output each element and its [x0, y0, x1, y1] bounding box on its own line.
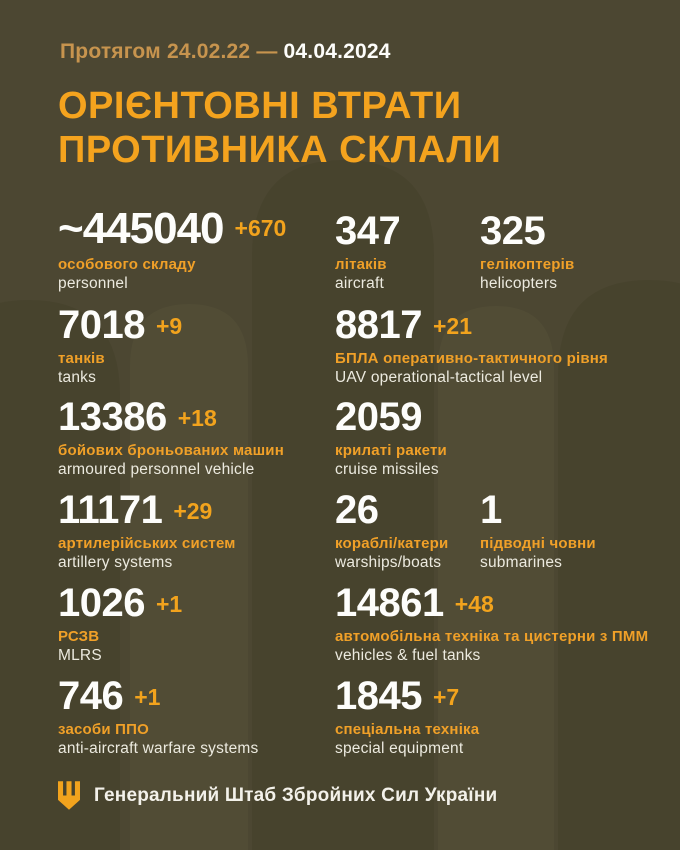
stat-personnel	[58, 206, 286, 293]
stat-label-en: helicopters	[480, 275, 558, 292]
stat-label-en: aircraft	[335, 275, 384, 292]
stat-label-uk: танків	[58, 350, 105, 367]
stat-tanks	[58, 304, 182, 387]
stat-label-en: cruise missiles	[335, 461, 439, 478]
page-title	[58, 84, 501, 172]
stat-label-uk: автомобільна техніка та цистерни з ПММ	[335, 628, 649, 645]
stat-delta: +7	[432, 684, 460, 710]
stat-label-uk: літаків	[335, 256, 387, 273]
stat-delta: +1	[155, 591, 183, 617]
stat-label-uk: особового складу	[58, 256, 196, 274]
stat-label-en: warships/boats	[335, 554, 442, 571]
stat-label-uk: РСЗВ	[58, 628, 100, 645]
stat-label-en: vehicles & fuel tanks	[335, 647, 481, 664]
stat-label-uk: БПЛА оперативно-тактичного рівня	[335, 350, 609, 367]
stat-value: 1845	[335, 674, 422, 718]
stat-mlrs	[58, 582, 182, 665]
stat-value: 1	[480, 488, 502, 532]
stat-delta: +670	[234, 215, 287, 241]
stat-label-en: artillery systems	[58, 554, 173, 571]
footer	[58, 781, 497, 810]
stat-uav	[335, 304, 608, 387]
stat-label-uk: засоби ППО	[58, 721, 149, 738]
stat-value: 7018	[58, 303, 145, 347]
period-label: Протягом 24.02.22 —	[60, 40, 278, 63]
title-line-1: ОРІЄНТОВНІ ВТРАТИ	[58, 85, 462, 127]
stat-value: 1026	[58, 581, 145, 625]
stat-value: 347	[335, 209, 401, 253]
stat-warships	[335, 489, 448, 572]
stat-value: 26	[335, 488, 379, 532]
stat-label-uk: кораблі/катери	[335, 535, 449, 552]
stat-vehicles-fuel	[335, 582, 648, 665]
stat-aircraft	[335, 210, 411, 293]
stat-value: 11171	[58, 488, 163, 532]
stat-delta: +18	[177, 405, 217, 431]
stat-label-en: armoured personnel vehicle	[58, 461, 255, 478]
stat-delta: +21	[432, 313, 472, 339]
stat-anti-aircraft	[58, 675, 258, 758]
stat-label-en: anti-aircraft warfare systems	[58, 740, 259, 757]
stat-cruise-missiles	[335, 396, 447, 479]
stat-value: ~445040	[58, 204, 224, 253]
date-range	[60, 40, 391, 64]
stat-special-equipment	[335, 675, 479, 758]
stat-label-en: special equipment	[335, 740, 464, 757]
stat-label-en: tanks	[58, 369, 97, 386]
stat-label-uk: крилаті ракети	[335, 442, 447, 459]
stat-label-uk: гелікоптерів	[480, 256, 575, 273]
stat-label-uk: підводні човни	[480, 535, 596, 552]
stat-helicopters	[480, 210, 574, 293]
stat-delta: +48	[454, 591, 494, 617]
stat-delta: +29	[173, 498, 213, 524]
stat-submarines	[480, 489, 596, 572]
stat-value: 2059	[335, 395, 422, 439]
title-line-2: ПРОТИВНИКА СКЛАЛИ	[58, 129, 502, 172]
stat-label-en: MLRS	[58, 647, 102, 664]
stat-value: 13386	[58, 395, 167, 439]
stat-label-uk: бойових броньованих машин	[58, 442, 284, 459]
stat-value: 8817	[335, 303, 422, 347]
report-date: 04.04.2024	[283, 40, 391, 63]
stat-value: 325	[480, 209, 546, 253]
trident-icon	[58, 781, 80, 810]
stat-delta: +1	[134, 684, 161, 710]
stat-label-en: personnel	[58, 275, 128, 293]
stat-label-en: UAV operational-tactical level	[335, 369, 543, 386]
stat-label-en: submarines	[480, 554, 563, 571]
footer-org-name: Генеральний Штаб Збройних Сил України	[94, 784, 498, 806]
stat-armoured-vehicles	[58, 396, 284, 479]
stat-delta: +9	[155, 313, 183, 339]
stat-label-uk: артилерійських систем	[58, 535, 236, 552]
stat-artillery	[58, 489, 236, 572]
stat-label-uk: спеціальна техніка	[335, 721, 480, 738]
stat-value: 14861	[335, 581, 444, 625]
stat-value: 746	[58, 674, 124, 718]
